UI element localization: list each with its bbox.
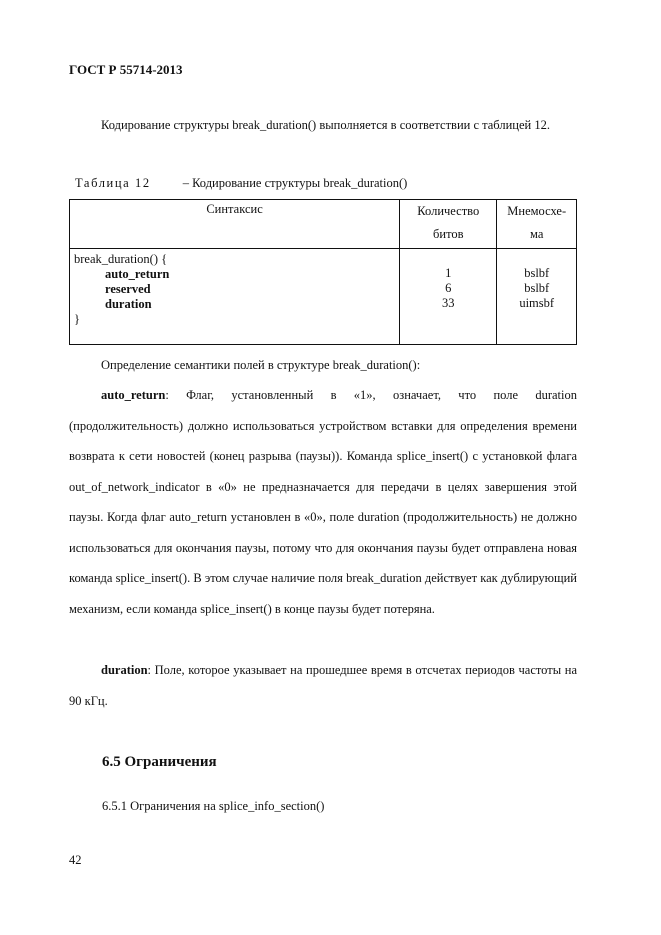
- syntax-field-auto-return: auto_return: [105, 267, 170, 281]
- page-number: 42: [69, 853, 82, 867]
- auto-return-term: auto_return: [101, 388, 166, 402]
- syntax-close: }: [74, 312, 80, 326]
- header-mnemonic-line2: ма: [530, 227, 544, 241]
- header-bits: [400, 200, 497, 249]
- subsection-heading: 6.5.1 Ограничения на splice_info_section(): [102, 799, 325, 813]
- semantics-title: [69, 350, 577, 381]
- auto-return-paragraph: [69, 380, 577, 624]
- section-heading: 6.5 Ограничения: [102, 754, 217, 770]
- auto-return-text: : Флаг, установленный в «1», означает, что поле duration (продолжительность) должно использоваться устройством вставки для определения времени возврата к сети новостей (конец разрыва (паузы)). Команда splice_insert() с установкой флага out_of_network_indicator в «0» не предназначается для передачи в целях завершения этой паузы. Когда флаг auto_return установлен в «0», поле duration (продолжительность) не должно использоваться для окончания паузы, потому что для окончания паузы будет отправлена новая команда splice_insert(). В этом случае наличие поля break_duration действует как дублирующий механизм, если команда splice_insert() в конце паузы будет потеряна.: [69, 388, 577, 616]
- duration-text: : Поле, которое указывает на прошедшее время в отсчетах периодов частоты на 90 кГц.: [69, 663, 577, 708]
- header-syntax: Синтаксис: [70, 200, 400, 249]
- syntax-open: break_duration() {: [74, 252, 168, 266]
- bits-reserved: 6: [445, 281, 452, 295]
- table-caption-text: – Кодирование структуры break_duration(): [182, 176, 408, 190]
- semantics-title-text: Определение семантики полей в структуре break_duration():: [101, 358, 421, 372]
- auto-return-definition: [69, 380, 577, 624]
- duration-definition: [69, 655, 577, 716]
- intro-text: Кодирование структуры break_duration() выполняется в соответствии с таблицей 12.: [101, 118, 550, 132]
- bits-auto-return: 1: [445, 266, 452, 280]
- syntax-field-duration: duration: [105, 297, 152, 311]
- duration-term: duration: [101, 663, 148, 677]
- mnemonic-cell: [497, 249, 577, 345]
- mnemonic-duration: uimsbf: [519, 296, 555, 310]
- header-bits-line2: битов: [433, 227, 464, 241]
- header-mnemonic-line1: Мнемосхе-: [507, 204, 567, 218]
- document-header: ГОСТ Р 55714-2013: [69, 62, 183, 77]
- header-mnemonic: [497, 200, 577, 249]
- table-header-row: [70, 200, 577, 249]
- bits-duration: 33: [442, 296, 455, 310]
- table-body-row: [70, 249, 577, 345]
- syntax-field-reserved: reserved: [105, 282, 151, 296]
- mnemonic-auto-return: bslbf: [524, 266, 550, 280]
- intro-paragraph: [69, 110, 577, 141]
- syntax-table: [69, 199, 577, 345]
- duration-paragraph: [69, 655, 577, 716]
- table-caption-number: Таблица 12: [75, 176, 151, 190]
- mnemonic-reserved: bslbf: [524, 281, 550, 295]
- bits-cell: [400, 249, 497, 345]
- header-bits-line1: Количество: [417, 204, 480, 218]
- syntax-cell: [70, 249, 400, 345]
- table-caption: [75, 176, 407, 191]
